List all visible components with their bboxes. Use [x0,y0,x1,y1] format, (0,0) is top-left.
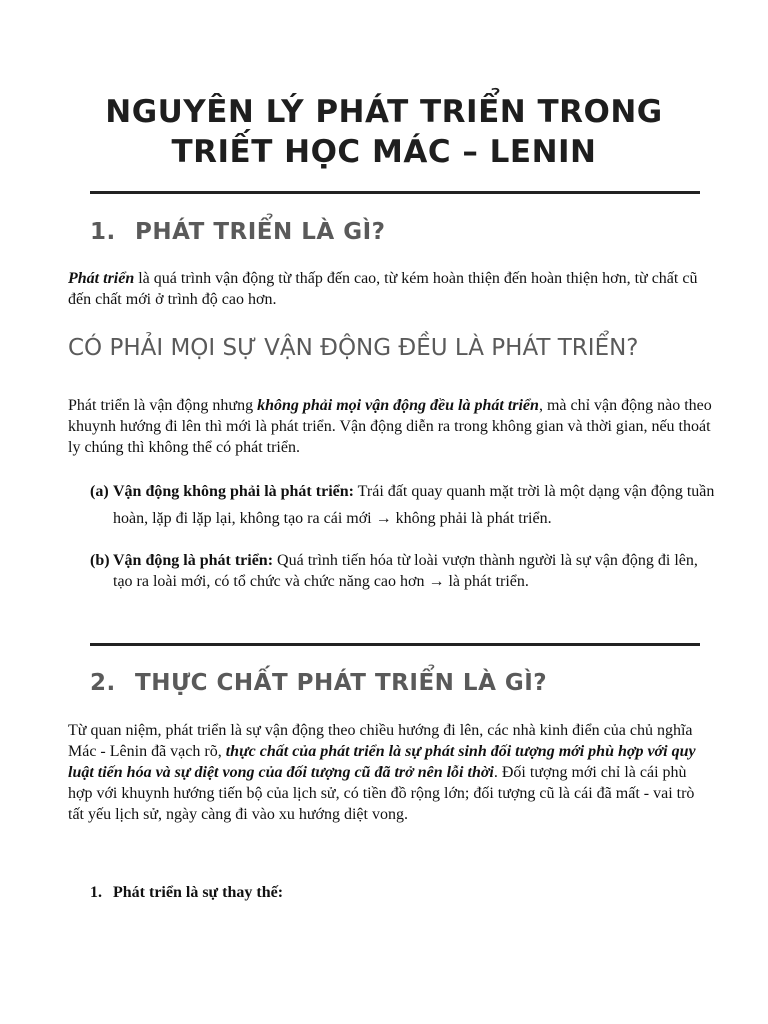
numbered-item-1-number: 1. [90,884,102,901]
list-item-a-lead: Vận động không phải là phát triển: [113,483,354,500]
title-divider [90,191,700,194]
definition-text: là quá trình vận động từ thấp đến cao, từ kém hoàn thiện đến hoàn thiện hơn, từ chất cũ đến chất mới ở trình độ cao hơn. [68,270,698,308]
subsection-para-start: Phát triển là vận động nhưng [68,397,258,414]
subsection-heading: CÓ PHẢI MỌI SỰ VẬN ĐỘNG ĐỀU LÀ PHÁT TRIỂN? [68,335,639,361]
section-2-para-emphasis: thực chất của phát triển là sự phát sinh đối tượng mới phù hợp với quy luật tiến hóa và sự diệt vong của đối tượng cũ đã trở nên lỗi thời [68,743,696,781]
list-item-a-marker: (a) [90,483,109,500]
list-item-b [90,550,715,592]
title-line-2: TRIẾT HỌC MÁC – LENIN [171,134,597,170]
section-2-para-start: Từ quan niệm, phát triển là sự vận động theo chiều hướng đi lên, các nhà kinh điển của chủ nghĩa Mác - Lênin đã vạch rõ, [68,722,693,760]
section-2-title: THỰC CHẤT PHÁT TRIỂN LÀ GÌ? [135,670,548,696]
section-1-number: 1. [90,219,116,245]
section-2-number: 2. [90,670,116,696]
subsection-para-emphasis: không phải mọi vận động đều là phát triển [257,397,539,414]
section-1-definition [68,268,714,310]
arrow-icon: → [375,510,392,527]
list-item-b-marker: (b) [90,552,110,569]
section-2-heading [90,670,547,696]
list-item-a [90,478,715,532]
subsection-paragraph [68,395,714,458]
list-item-a-text: Trái đất quay quanh mặt trời là một dạng vận động tuần hoàn, lặp đi lặp lại, không tạo ra cái mới [113,483,715,527]
list-item-b-tail: là phát triển. [444,573,529,590]
definition-term: Phát triển [68,270,135,287]
list-item-b-lead: Vận động là phát triển: [113,552,274,569]
subsection-para-end: , mà chỉ vận động nào theo khuynh hướng đi lên thì mới là phát triển. Vận động diễn ra trong không gian và thời gian, nếu thoát ly chúng thì không thể có phát triển. [68,397,712,456]
section-2-paragraph [68,720,714,825]
document-title [40,92,728,172]
arrow-icon: → [428,573,445,590]
list-item-b-text: Quá trình tiến hóa từ loài vượn thành người là sự vận động đi lên, tạo ra loài mới, có tổ chức và chức năng cao hơn [113,552,698,590]
numbered-item-1-label: Phát triển là sự thay thế: [113,884,284,901]
section-1-heading [90,219,385,245]
title-line-1: NGUYÊN LÝ PHÁT TRIỂN TRONG [105,94,663,130]
section-divider [90,643,700,646]
section-2-para-end: . Đối tượng mới chỉ là cái phù hợp với khuynh hướng tiến bộ của lịch sử, có tiền đồ rộng lớn; đối tượng cũ là cái đã mất - vai trò tất yếu lịch sử, ngày càng đi vào xu hướng diệt vong. [68,764,695,823]
numbered-item-1 [90,884,283,902]
section-1-title: PHÁT TRIỂN LÀ GÌ? [135,219,386,245]
list-item-a-tail: không phải là phát triển. [391,510,552,527]
